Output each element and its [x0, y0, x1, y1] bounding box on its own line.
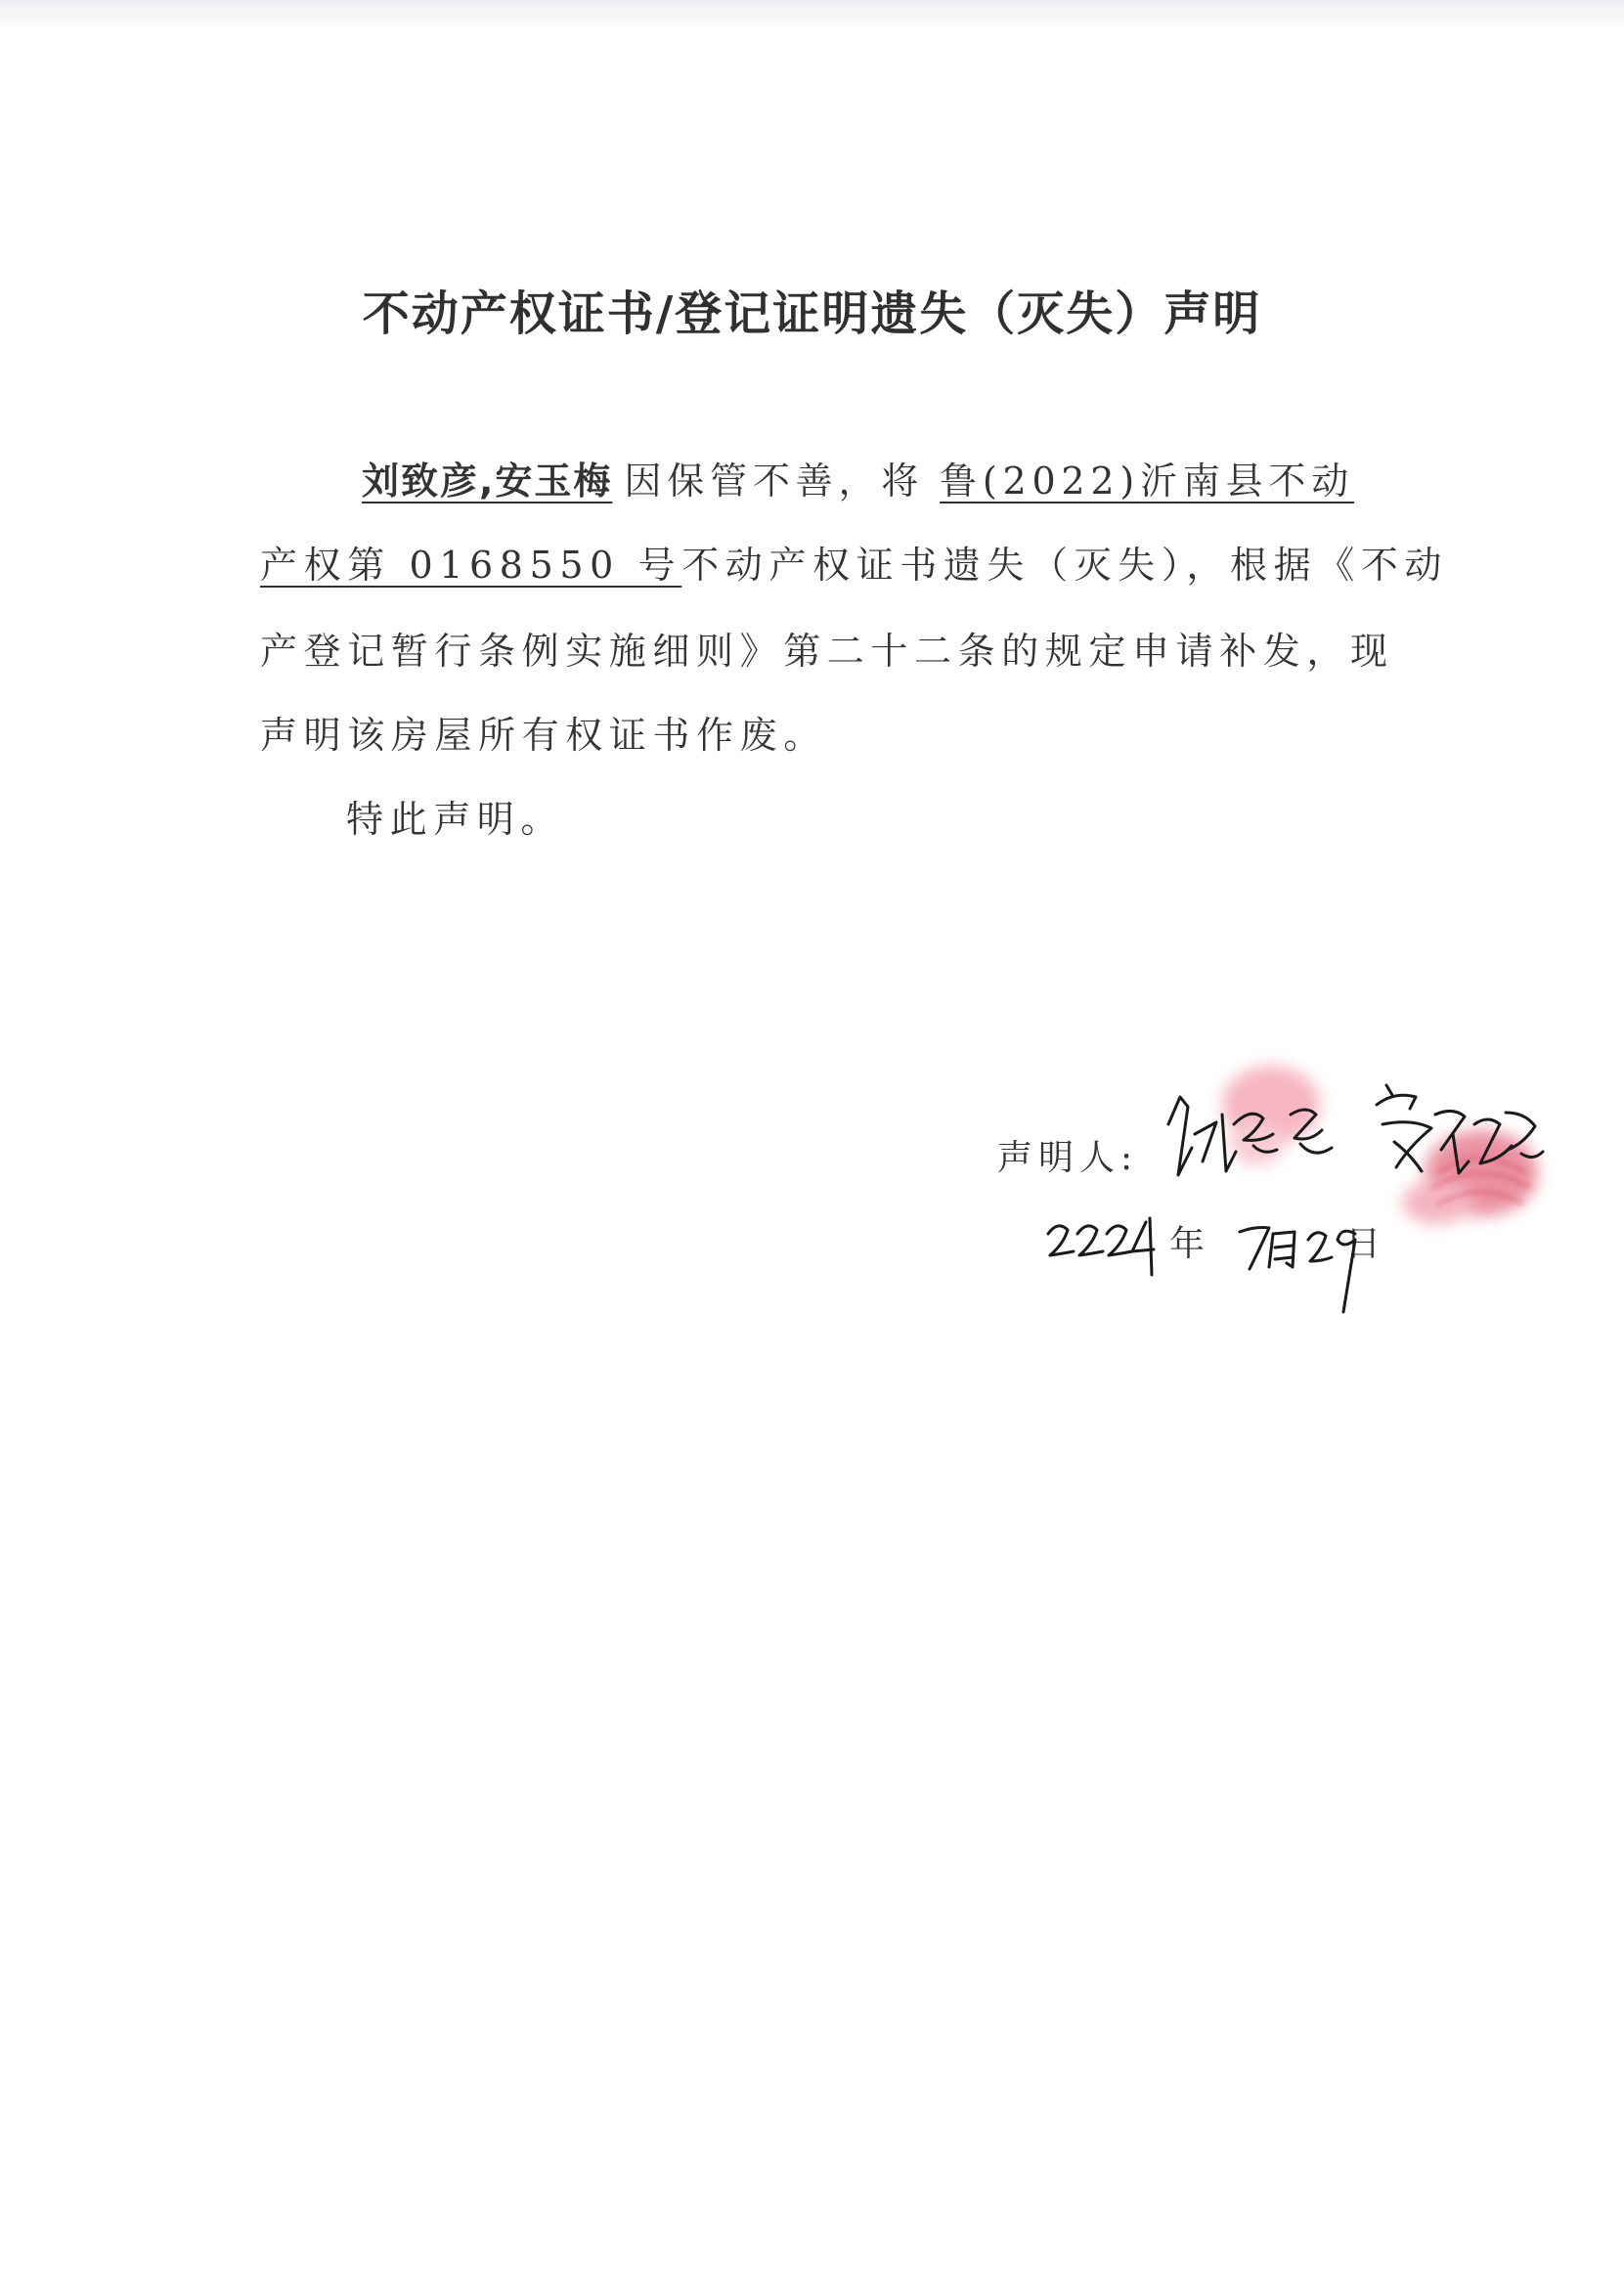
declarant-names: 刘致彦,安玉梅: [362, 460, 613, 503]
handwritten-day: [1308, 1231, 1355, 1312]
day-char: 日: [1345, 1224, 1382, 1264]
paragraph-line-3: 产登记暂行条例实施细则》第二十二条的规定申请补发，现: [260, 630, 1394, 673]
handwritten-year: [1048, 1218, 1154, 1275]
paragraph-line-4: 声明该房屋所有权证书作废。: [260, 714, 827, 757]
certificate-number-part-2: 产权第 0168550 号: [260, 544, 682, 587]
paragraph-line-2-text: 不动产权证书遗失（灭失），根据《不动: [681, 544, 1449, 587]
closing-statement: 特此声明。: [346, 798, 565, 841]
document-title: 不动产权证书/登记证明遗失（灭失）声明: [362, 286, 1262, 341]
year-char: 年: [1169, 1224, 1206, 1264]
certificate-number-part-1: 鲁(2022)沂南县不动: [940, 460, 1355, 503]
loss-reason: 因保管不善，将: [624, 460, 925, 503]
handwritten-month: [1240, 1228, 1295, 1270]
signer-label: 声明人:: [997, 1138, 1139, 1178]
